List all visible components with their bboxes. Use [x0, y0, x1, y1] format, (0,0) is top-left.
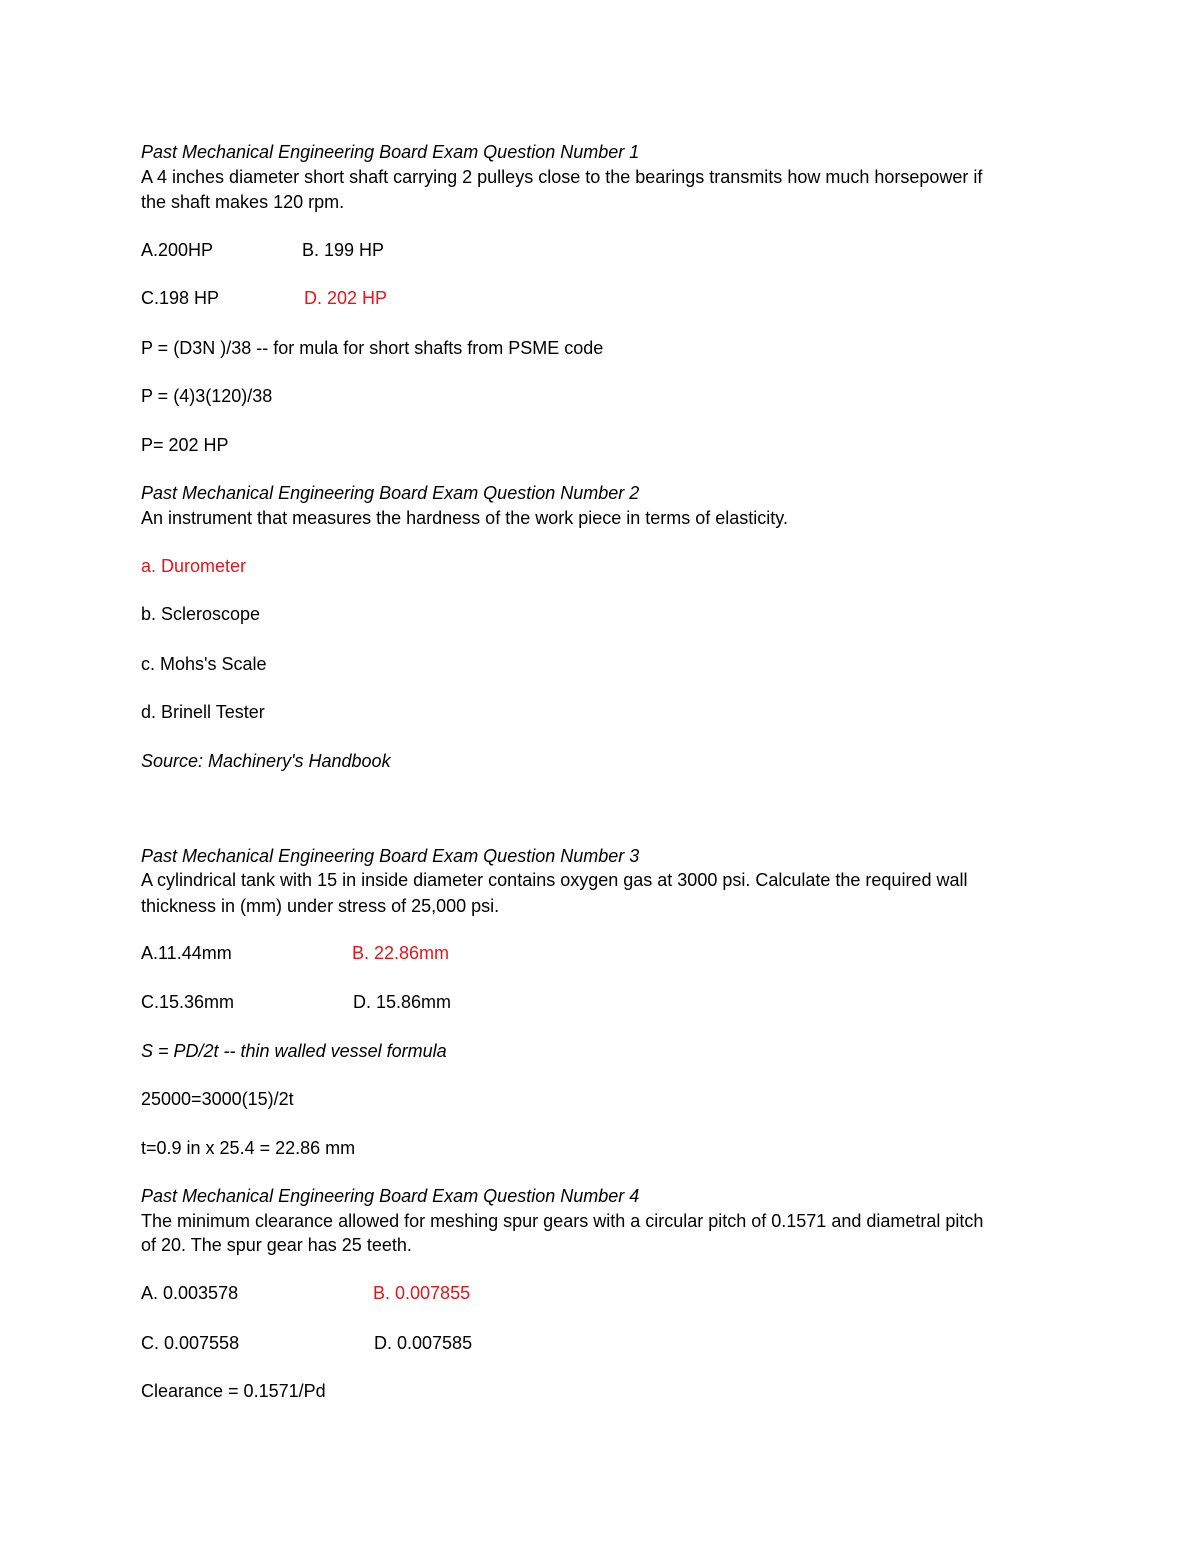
question-1-choice-a: A.200HP — [141, 240, 214, 260]
question-4-choice-a: A. 0.003578 — [141, 1283, 239, 1303]
question-3-text-line-2: thickness in (mm) under stress of 25,000 psi. — [141, 896, 500, 916]
question-3-choice-c: C.15.36mm — [141, 992, 235, 1012]
question-3-solution-line-2: t=0.9 in x 25.4 = 22.86 mm — [141, 1138, 356, 1158]
question-1-choice-c: C.198 HP — [141, 288, 220, 308]
question-2-choice-d: d. Brinell Tester — [141, 702, 265, 722]
question-1-text-line-2: the shaft makes 120 rpm. — [141, 192, 345, 212]
question-4-heading: Past Mechanical Engineering Board Exam Question Number 4 — [141, 1186, 640, 1206]
question-3-solution-line-1: 25000=3000(15)/2t — [141, 1089, 294, 1109]
question-4-choice-b-correct: B. 0.007855 — [373, 1283, 471, 1303]
question-1-choice-d-correct: D. 202 HP — [304, 288, 388, 308]
question-3-formula: S = PD/2t -- thin walled vessel formula — [141, 1041, 447, 1061]
question-3-choice-a: A.11.44mm — [141, 943, 232, 963]
question-2-heading: Past Mechanical Engineering Board Exam Question Number 2 — [141, 483, 640, 503]
question-2-source: Source: Machinery's Handbook — [141, 751, 391, 771]
question-4-choice-d: D. 0.007585 — [374, 1333, 473, 1353]
question-4-text-line-2: of 20. The spur gear has 25 teeth. — [141, 1235, 412, 1255]
question-4-text-line-1: The minimum clearance allowed for meshing spur gears with a circular pitch of 0.1571 and diametral pitch — [141, 1211, 984, 1231]
question-2-choice-b: b. Scleroscope — [141, 604, 261, 624]
question-1-text-line-1: A 4 inches diameter short shaft carrying 2 pulleys close to the bearings transmits how much horsepower if — [141, 167, 983, 187]
question-1-solution-line-3: P= 202 HP — [141, 435, 229, 455]
question-2-choice-a-correct: a. Durometer — [141, 556, 247, 576]
question-1-choice-b: B. 199 HP — [302, 240, 385, 260]
question-2-text-line-1: An instrument that measures the hardness of the work piece in terms of elasticity. — [141, 508, 788, 528]
question-4-solution-line-1: Clearance = 0.1571/Pd — [141, 1381, 326, 1401]
question-3-choice-b-correct: B. 22.86mm — [352, 943, 450, 963]
question-3-heading: Past Mechanical Engineering Board Exam Question Number 3 — [141, 846, 640, 866]
question-3-choice-d: D. 15.86mm — [353, 992, 452, 1012]
question-1-heading: Past Mechanical Engineering Board Exam Question Number 1 — [141, 142, 640, 162]
question-1-solution-line-2: P = (4)3(120)/38 — [141, 386, 273, 406]
question-4-choice-c: C. 0.007558 — [141, 1333, 240, 1353]
question-3-text-line-1: A cylindrical tank with 15 in inside diameter contains oxygen gas at 3000 psi. Calculate the required wall — [141, 870, 968, 890]
question-2-choice-c: c. Mohs's Scale — [141, 654, 267, 674]
question-1-solution-line-1: P = (D3N )/38 -- for mula for short shafts from PSME code — [141, 338, 604, 358]
